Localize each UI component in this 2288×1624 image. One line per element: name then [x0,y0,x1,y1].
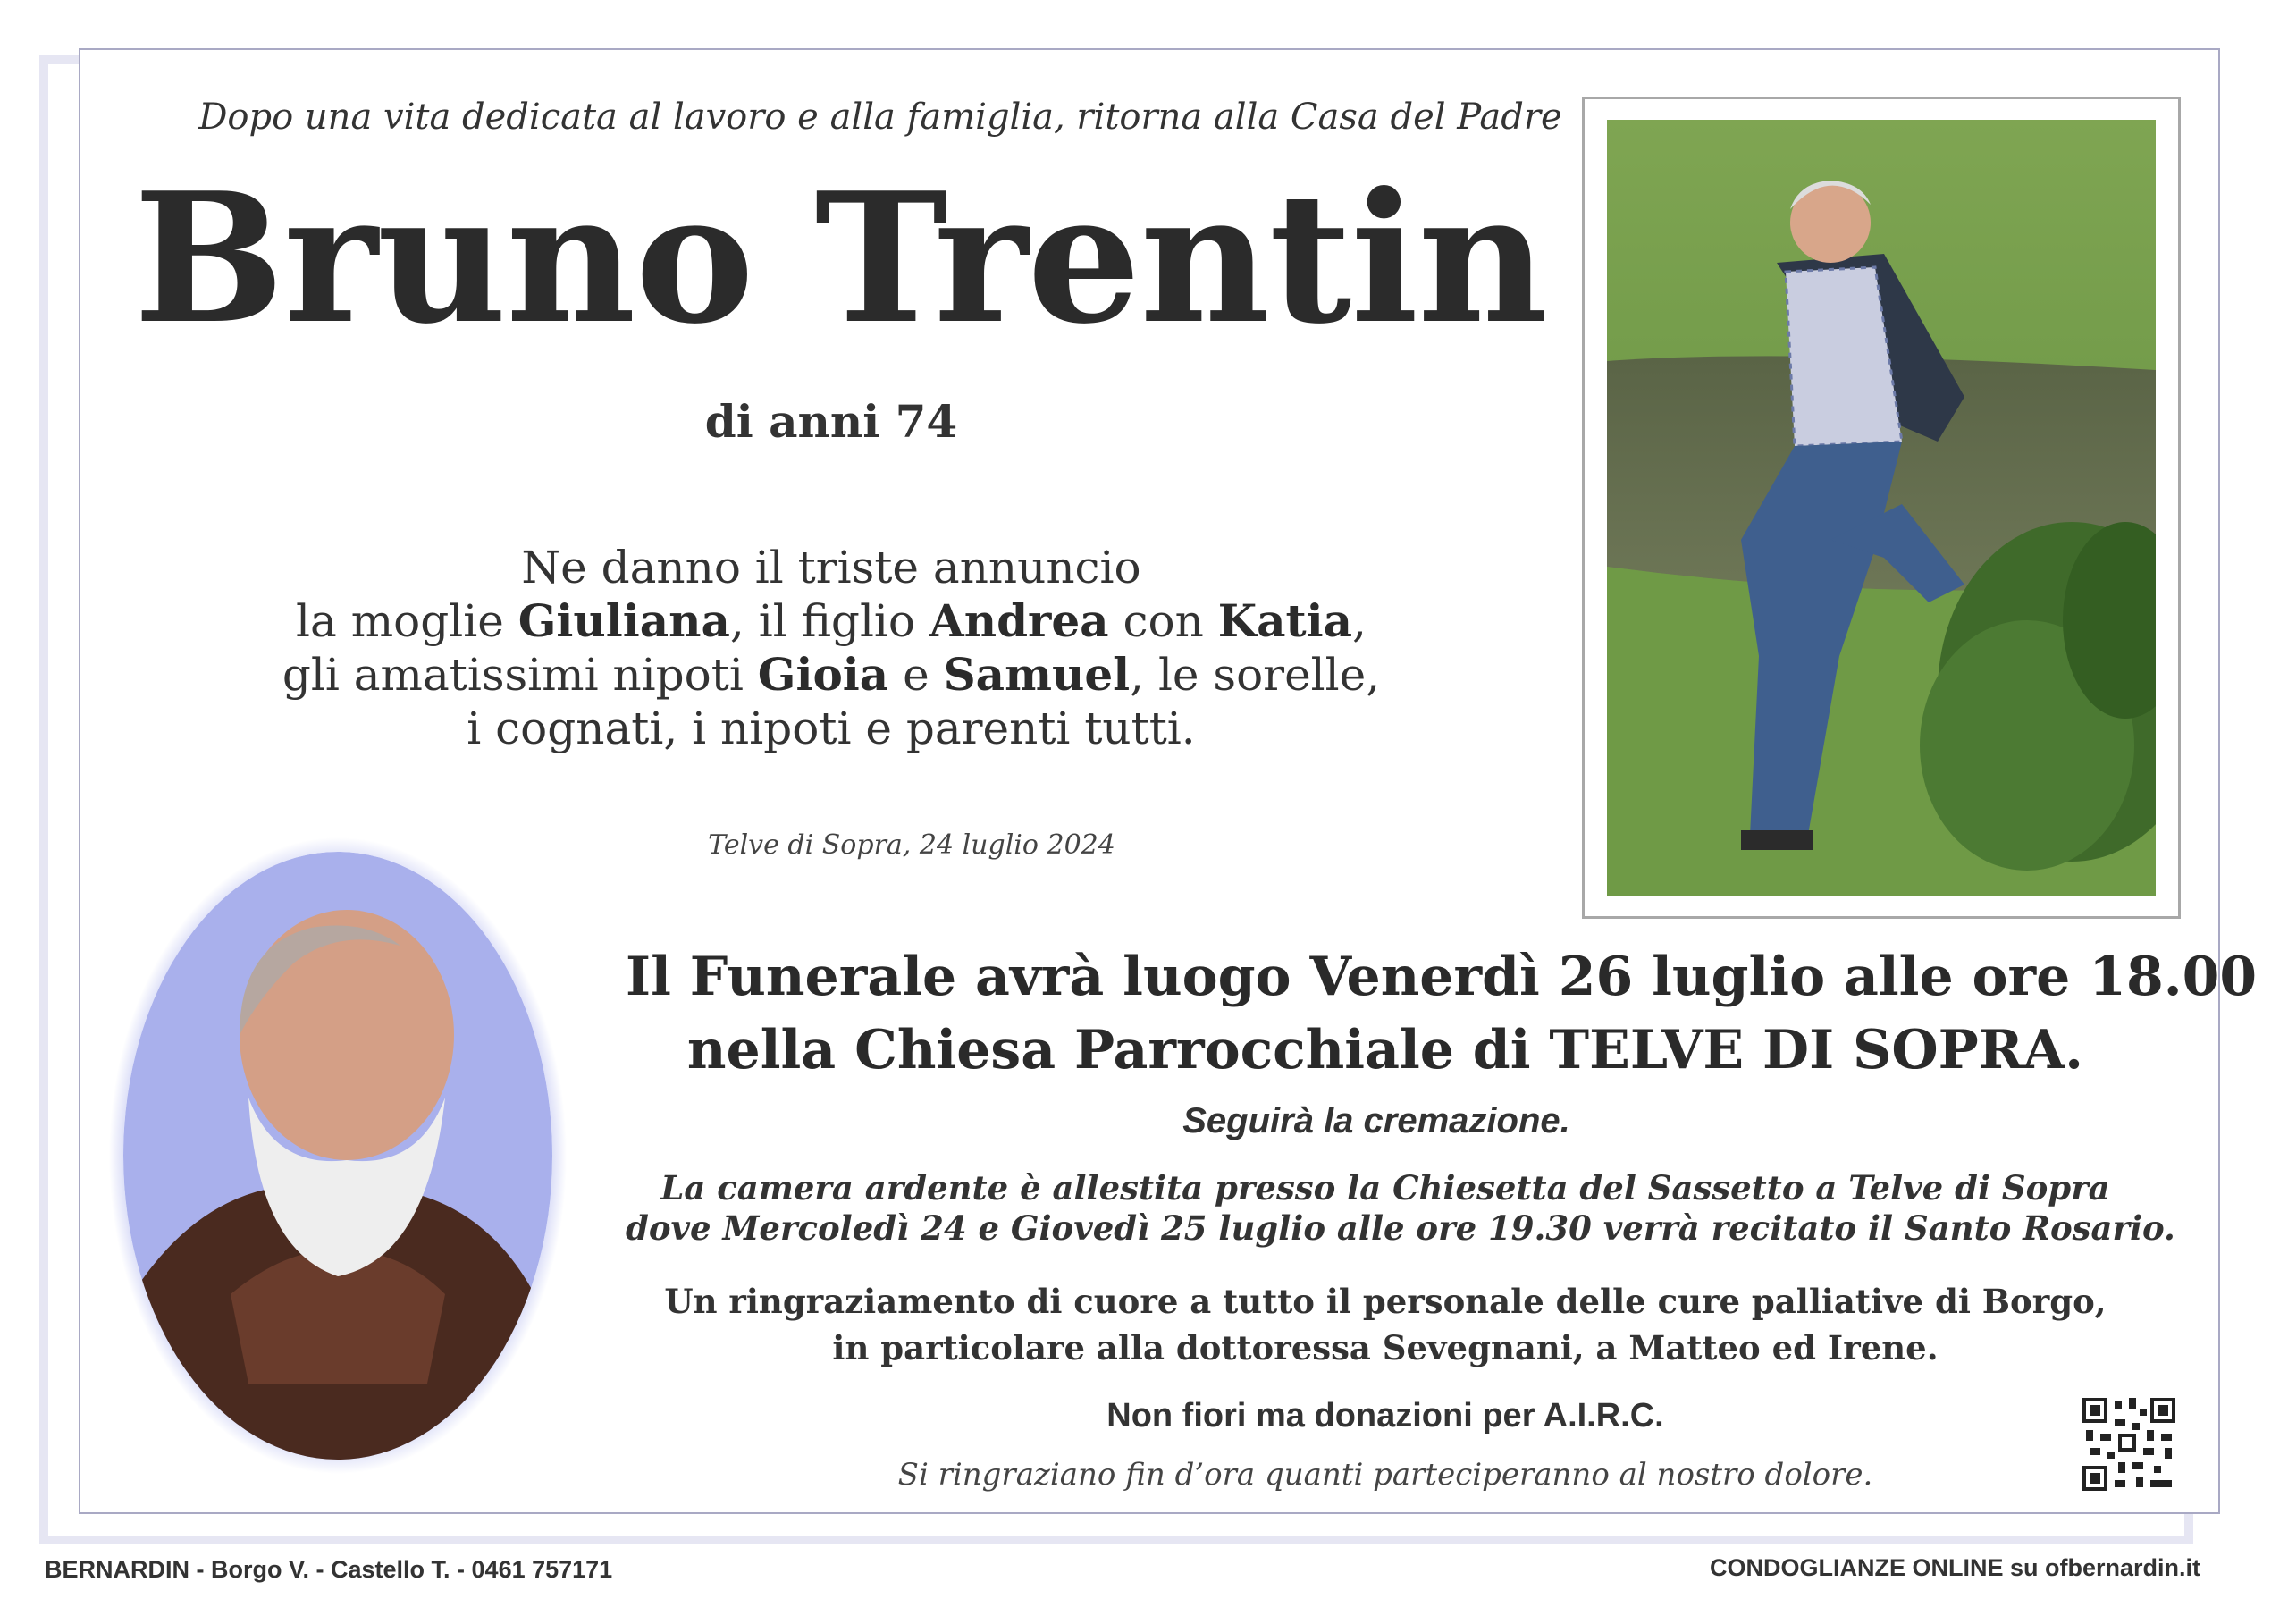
funeral-line-1: Il Funerale avrà luogo Venerdì 26 luglio alle ore 18.00 [626,946,2258,1008]
announcement-line-4: i cognati, i nipoti e parenti tutti. [467,703,1196,754]
footer-agency: BERNARDIN - Borgo V. - Castello T. - 0461 757171 [45,1556,613,1583]
saint-portrait [105,829,570,1482]
deceased-name: Bruno Trentin [133,154,1547,364]
intro-text: Dopo una vita dedicata al lavoro e alla famiglia, ritorna alla Casa del Padre [198,97,1562,138]
cremation-note: Seguirà la cremazione. [1182,1101,1570,1140]
visitation-info [626,1168,2175,1249]
deceased-age: di anni 74 [704,395,958,448]
funeral-line-2: nella Chiesa Parrocchiale di TELVE DI SOPRA. [686,1019,2084,1081]
acknowledgement-line-2: in particolare alla dottoressa Sevegnani, a Matteo ed Irene. [832,1328,1939,1367]
announcement-line-1: Ne danno il triste annuncio [521,542,1141,593]
acknowledgement-line-1: Un ringraziamento di cuore a tutto il personale delle cure palliative di Borgo, [664,1282,2107,1321]
portrait-photo-man-in-meadow [1607,120,2156,896]
place-and-date: Telve di Sopra, 24 luglio 2024 [708,829,1115,861]
announcement-block [250,541,1412,755]
qr-code-icon[interactable] [2079,1394,2179,1494]
visitation-line-2: dove Mercoledì 24 e Giovedì 25 luglio alle ore 19.30 verrà recitato il Santo Rosario. [626,1208,2175,1248]
closing-thanks: Si ringraziano fin d’ora quanti parteciperanno al nostro dolore. [897,1457,1873,1493]
funeral-info [626,940,2258,1087]
donation-note: Non fiori ma donazioni per A.I.R.C. [1106,1397,1664,1435]
announcement-line-2: la moglie Giuliana, il figlio Andrea con Katia, [296,594,1367,647]
acknowledgement [626,1278,2145,1371]
visitation-line-1: La camera ardente è allestita presso la Chiesetta del Sassetto a Telve di Sopra [660,1168,2110,1207]
saint-portrait-oval [105,829,570,1482]
announcement-line-3: gli amatissimi nipoti Gioia e Samuel, le sorelle, [282,648,1381,701]
footer-condolences-link[interactable]: CONDOGLIANZE ONLINE su ofbernardin.it [1709,1554,2200,1581]
portrait-photo [1607,120,2156,896]
